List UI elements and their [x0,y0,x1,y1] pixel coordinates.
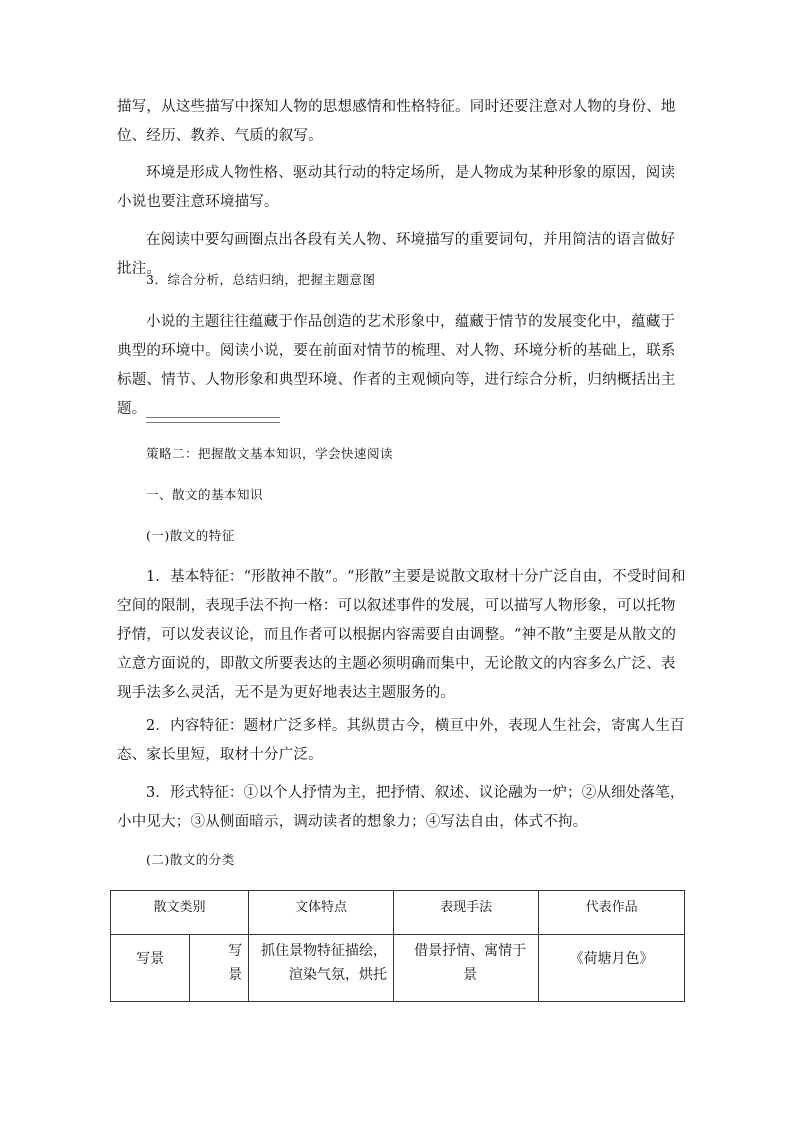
paragraph-basic-feature: 1．基本特征：“形散神不散”。“形散”主要是说散文取材十分广泛自由，不受时间和空间的限制，表现手法不拘一格：可以叙述事件的发展，可以描写人物形象，可以托物抒情，可以发表议论，而且作者可以根据内容需要自由调整。“神不散”主要是从散文的立意方面说的，即散文所要表达的主题必须明确而集中，无论散文的内容多么广泛、表现手法多么灵活，无不是为更好地表达主题服务的。 [117,569,686,701]
header-works: 代表作品 [539,891,685,935]
strategy-title: 策略二：把握散文基本知识，学会快速阅读 [146,446,394,461]
heading-comprehensive-analysis: 3．综合分析，总结归纳，把握主题意图 [146,272,376,287]
prose-classification-table [110,890,685,1002]
cell-style: 抓住景物特征描绘，渲染气氛，烘托 [249,935,394,1002]
paragraph-content-feature: 2．内容特征：题材广泛多样。其纵贯古今，横亘中外，表现人生社会，寄寓人生百态、家长里短，取材十分广泛。 [117,718,685,763]
paragraph-character-description: 描写，从这些描写中探知人物的思想感情和性格特征。同时还要注意对人物的身份、地位、经历、教养、气质的叙写。 [117,99,676,144]
cell-category-sub: 写景 [190,935,249,1002]
header-style: 文体特点 [249,891,394,935]
subheading-features: (一)散文的特征 [146,528,235,543]
section-heading-basic-knowledge: 一、散文的基本知识 [146,487,264,502]
paragraph-form-feature: 3．形式特征：①以个人抒情为主，把抒情、叙述、议论融为一炉；②从细处落笔，小中见大；③从侧面暗示，调动读者的想象力；④写法自由，体式不拘。 [117,785,685,830]
table-header-row [111,891,685,935]
paragraph-annotation-tip: 在阅读中要勾画圈点出各段有关人物、环境描写的重要词句，并用简洁的语言做好批注。 [117,232,676,277]
paragraph-theme: 小说的主题往往蕴藏于作品创造的艺术形象中，蕴藏于情节的发展变化中，蕴藏于典型的环境中。阅读小说，要在前面对情节的梳理、对人物、环境分析的基础上，联系标题、情节、人物形象和典型环境、作者的主观倾向等，进行综合分析，归纳概括出主题。 [117,314,676,417]
header-technique: 表现手法 [394,891,539,935]
cell-works: 《荷塘月色》 [539,935,685,1002]
paragraph-environment: 环境是形成人物性格、驱动其行动的特定场所，是人物成为某种形象的原因，阅读小说也要注意环境描写。 [117,165,676,210]
header-category: 散文类别 [111,891,249,935]
subheading-classification: (二)散文的分类 [146,852,235,867]
section-divider [146,417,280,423]
table-row [111,935,685,1002]
cell-technique: 借景抒情、寓情于景 [394,935,539,1002]
cell-category-main: 写景 [111,935,190,1002]
